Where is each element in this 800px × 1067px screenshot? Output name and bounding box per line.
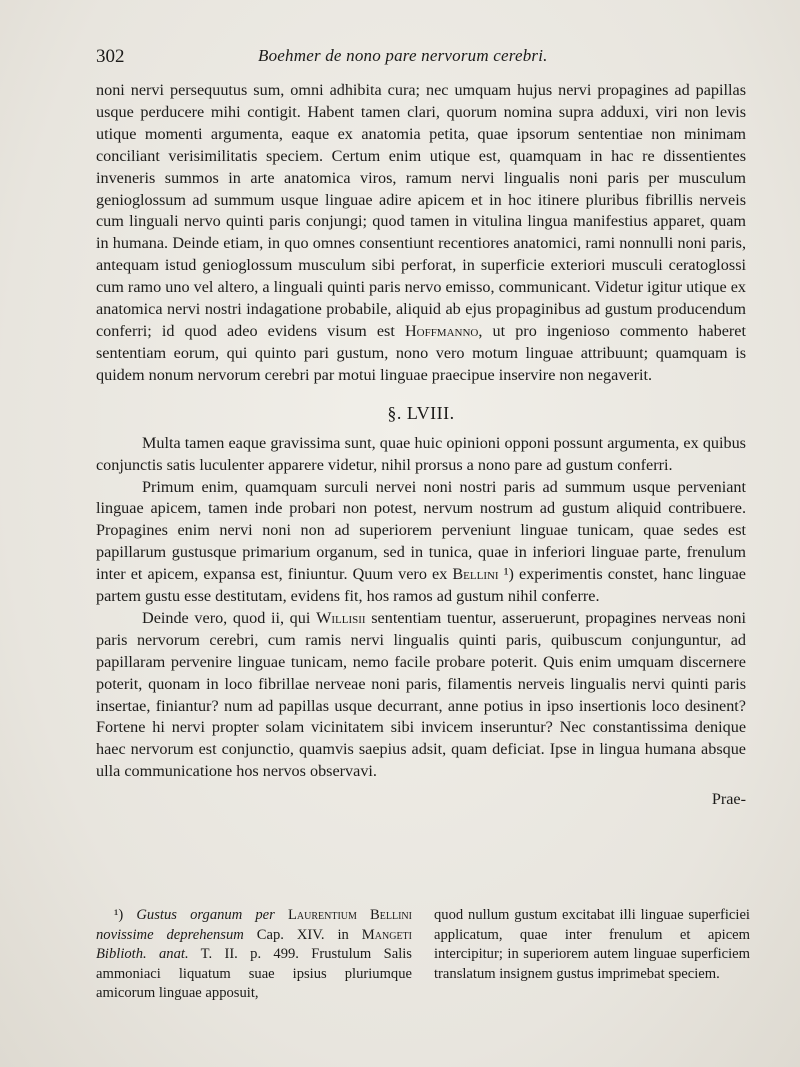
- footnote-italic: novissime deprehensum: [96, 926, 244, 943]
- main-text: [96, 80, 746, 811]
- running-head: Boehmer de nono pare nervorum cerebri.: [258, 46, 548, 65]
- footnote: [96, 906, 412, 1004]
- paragraph: [96, 608, 746, 783]
- paragraph-text: Deinde vero, quod ii, qui: [142, 608, 317, 627]
- footnote-italic: Biblioth. anat.: [96, 946, 189, 962]
- footnote-text: T. II. p. 499. Frustulum Salis ammoniaci liquatum suae ipsius pluriumque amicorum linguae apposuit,: [96, 946, 412, 1001]
- author-name-willisii: Willisii: [316, 608, 366, 627]
- footnotes: [96, 906, 750, 1004]
- footnote-column-right: [434, 906, 750, 1004]
- footnote-author-name: Mangeti: [361, 926, 412, 943]
- footnote-italic: Gustus organum per: [136, 907, 275, 923]
- paragraph: Multa tamen eaque gravissima sunt, quae huic opinioni opponi possunt argumenta, ex quibus conjunctis satis luculenter apparere videtur, nihil prorsus a nono pare ad gustum conferri.: [96, 433, 746, 474]
- paragraph-text: sententiam tuentur, asseruerunt, propagines nerveas noni paris nervorum cerebri, cum ramis nervi lingualis quinti paris, quibuscum conjunguntur, ad papillaram pervenire linguae tunicam, nemo facile probare poterit. Quis enim umquam discernere poterit, quonam in loco fibrillae nerveae noni paris, filamentis nerveis lingualis nervi quinti paris insertae, finiantur? num ad papillas usque decurrant, anne potius in ipso insertionis loco desinent? Fortene hi nervi propter solam vicinitatem sibi invicem inseruntur? Nec constantissima denique haec nervorum est conjunctio, quamvis saepius adsit, quam deficiat. Ipse in lingua humana absque ulla communicatione hos nervos observavi.: [96, 608, 747, 781]
- paragraph: [96, 477, 746, 608]
- footnote-marker: ¹): [114, 907, 137, 923]
- footnote-column-left: [96, 906, 412, 1004]
- paragraph-text: , ut pro ingenioso commento haberet sententiam eorum, qui quinto pari gustum, nono vero motum linguae attribuunt; quamquam is quidem nonum nervorum cerebri par motui linguae praecipue inservire non negaverit.: [96, 321, 746, 384]
- footnote-text: Cap. XIV. in: [243, 926, 362, 943]
- catchword: Prae-: [711, 790, 746, 809]
- paragraph-text: noni nervi persequutus sum, omni adhibita cura; nec umquam hujus nervi propagines ad papillas usque perducere mihi contigit. Habent tamen clari, quorum nomina supra adduxi, viri non levis utique momenti argumenta, eaque ex anatomia petita, quae ipsorum sententiae non minimam conciliant verisimilitatis speciem. Certum enim utique est, quamquam in hac re dissentientes inveneris summos in arte anatomica viros, ramum nervi lingualis noni paris per musculum genioglossum ad summum usque linguae adire apicem et in hoc itinere pluribus fibrillis nerveis cum linguali nervo quinti paris conjungi; quod tamen in vitulina lingua manifestius apparet, quam in humana. Deinde etiam, in quo omnes consentiunt recentiores anatomici, rami nonnulli noni paris, antequam istud genioglossum musculum sibi perforat, in superficie exteriori musculi ceratoglossi cum ramo uno vel altero, a linguali quinti paris nervo emisso, communicant. Videtur igitur utique ex anatomica nervi nostri indagatione probabile, aliquid ab ejus propaginibus ad gustum producendum conferri; id quod adeo evidens visum est: [96, 81, 746, 340]
- paragraph-text: ¹) experimentis constet, hanc linguae partem gustu esse destitutam, evidens fit, hos ramos ad gustum nihil conferre.: [96, 565, 746, 606]
- page-number: 302: [96, 46, 125, 67]
- section-heading: §. LVIII.: [387, 402, 455, 423]
- page-header: [96, 42, 746, 72]
- paragraph-text: Primum enim, quamquam surculi nervei noni nostri paris ad summum usque perveniant linguae apicem, tamen inde probari non potest, nervum nostrum ad gustum aliquid contribuere. Propagines enim nervi noni non ad superiorem perveniunt linguae tunicam, quae sedes est papillarum gustusque primarium organum, sed in tunica, quae in inferiori linguae parte, frenulum inter et apicem, expansa est, finiuntur. Quum vero ex: [96, 477, 746, 584]
- footnote-author-name: Laurentium Bellini: [274, 907, 412, 923]
- paragraph-continuation: [96, 80, 746, 387]
- author-name-hoffmanno: Hoffmanno: [404, 321, 479, 340]
- author-name-bellini: Bellini: [452, 565, 499, 584]
- footnote-continuation: quod nullum gustum excitabat illi linguae superficiei applicatum, quae inter frenulum et apicem intercipitur; in superiorem autem linguae superficiem translatum insignem gustus imprimebat speciem.: [434, 907, 750, 982]
